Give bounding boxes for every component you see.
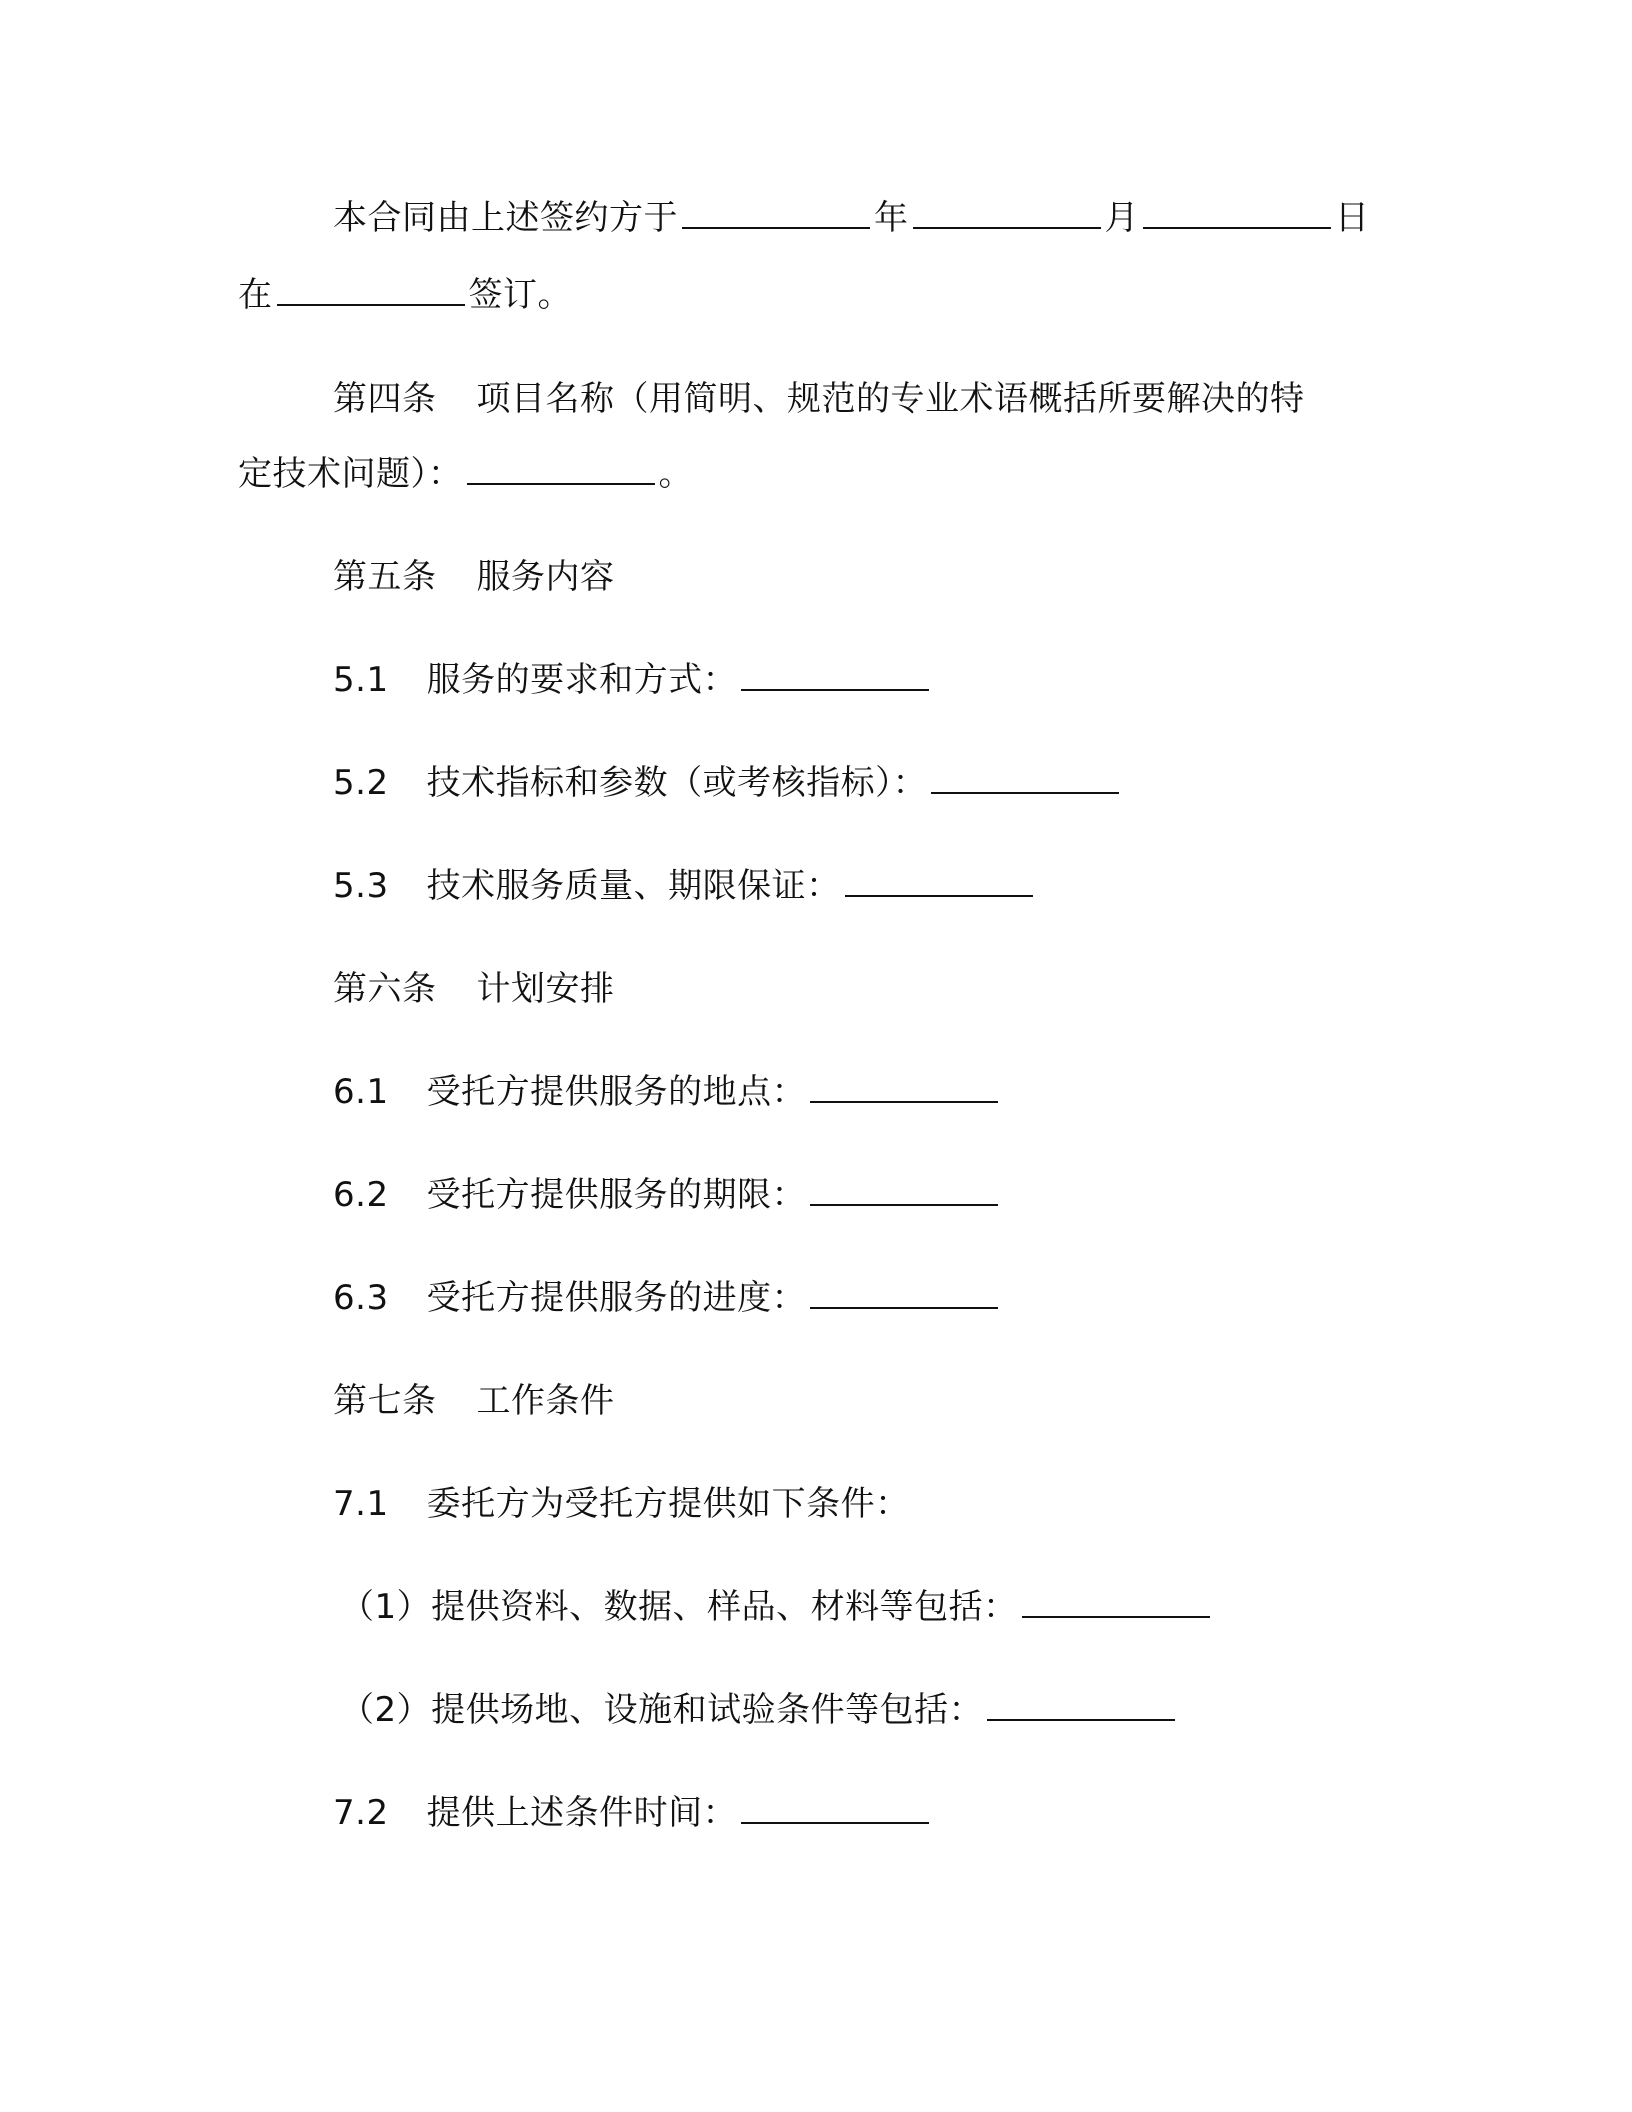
clause-7-2-text: 提供上述条件时间： <box>426 1793 738 1833</box>
clause-7-2 <box>333 1791 933 1835</box>
place-blank[interactable] <box>277 274 465 306</box>
article-6-number: 第六条 <box>333 969 437 1009</box>
clause-5-2-blank[interactable] <box>931 762 1119 794</box>
article-4-continuation-text: 定技术问题）： <box>238 454 463 494</box>
clause-7-1-item-2 <box>340 1688 1179 1732</box>
clause-6-3-blank[interactable] <box>810 1277 998 1309</box>
article-5-title: 服务内容 <box>476 557 615 597</box>
clause-6-1-number: 6.1 <box>333 1072 389 1112</box>
day-label: 日 <box>1335 198 1370 238</box>
clause-5-1-number: 5.1 <box>333 660 389 700</box>
item-2-text: （2）提供场地、设施和试验条件等包括： <box>340 1690 984 1730</box>
clause-6-3-number: 6.3 <box>333 1278 389 1318</box>
month-label: 月 <box>1104 198 1139 238</box>
article-4-title: 项目名称（用简明、规范的专业术语概括所要解决的特 <box>476 379 1305 419</box>
clause-7-2-number: 7.2 <box>333 1793 389 1833</box>
day-blank[interactable] <box>1143 197 1331 229</box>
place-prefix: 在 <box>238 275 273 315</box>
article-7-heading <box>333 1379 615 1423</box>
clause-5-1-blank[interactable] <box>741 659 929 691</box>
clause-5-2 <box>333 761 1123 805</box>
article-6-title: 计划安排 <box>476 969 615 1009</box>
clause-6-1-blank[interactable] <box>810 1071 998 1103</box>
clause-7-1-number: 7.1 <box>333 1484 389 1524</box>
clause-5-1-text: 服务的要求和方式： <box>426 660 738 700</box>
clause-5-3 <box>333 864 1037 908</box>
signing-place-line <box>238 273 572 317</box>
clause-7-1 <box>333 1482 910 1526</box>
signed-label: 签订。 <box>468 275 572 315</box>
item-1-blank[interactable] <box>1022 1586 1210 1618</box>
signing-date-line <box>333 196 1370 240</box>
article-4-continuation <box>238 452 693 496</box>
article-7-title: 工作条件 <box>476 1381 615 1421</box>
clause-7-2-blank[interactable] <box>741 1792 929 1824</box>
clause-7-1-item-1 <box>340 1585 1214 1629</box>
year-blank[interactable] <box>682 197 870 229</box>
clause-6-2-blank[interactable] <box>810 1174 998 1206</box>
clause-6-1-text: 受托方提供服务的地点： <box>426 1072 807 1112</box>
clause-6-1 <box>333 1070 1002 1114</box>
article-4-end: 。 <box>658 454 693 494</box>
clause-5-3-blank[interactable] <box>845 865 1033 897</box>
item-2-blank[interactable] <box>987 1689 1175 1721</box>
clause-6-3-text: 受托方提供服务的进度： <box>426 1278 807 1318</box>
article-4-heading <box>333 377 1305 421</box>
article-6-heading <box>333 967 615 1011</box>
clause-6-2-text: 受托方提供服务的期限： <box>426 1175 807 1215</box>
signing-date-text: 本合同由上述签约方于 <box>333 198 678 238</box>
clause-5-1 <box>333 658 933 702</box>
article-4-number: 第四条 <box>333 379 437 419</box>
clause-5-2-number: 5.2 <box>333 763 389 803</box>
clause-7-1-text: 委托方为受托方提供如下条件： <box>426 1484 910 1524</box>
item-1-text: （1）提供资料、数据、样品、材料等包括： <box>340 1587 1018 1627</box>
clause-6-3 <box>333 1276 1002 1320</box>
project-name-blank[interactable] <box>467 453 655 485</box>
article-5-number: 第五条 <box>333 557 437 597</box>
clause-5-3-number: 5.3 <box>333 866 389 906</box>
year-label: 年 <box>874 198 909 238</box>
clause-6-2-number: 6.2 <box>333 1175 389 1215</box>
clause-5-3-text: 技术服务质量、期限保证： <box>426 866 841 906</box>
article-7-number: 第七条 <box>333 1381 437 1421</box>
article-5-heading <box>333 555 615 599</box>
clause-5-2-text: 技术指标和参数（或考核指标）： <box>426 763 928 803</box>
clause-6-2 <box>333 1173 1002 1217</box>
month-blank[interactable] <box>913 197 1101 229</box>
